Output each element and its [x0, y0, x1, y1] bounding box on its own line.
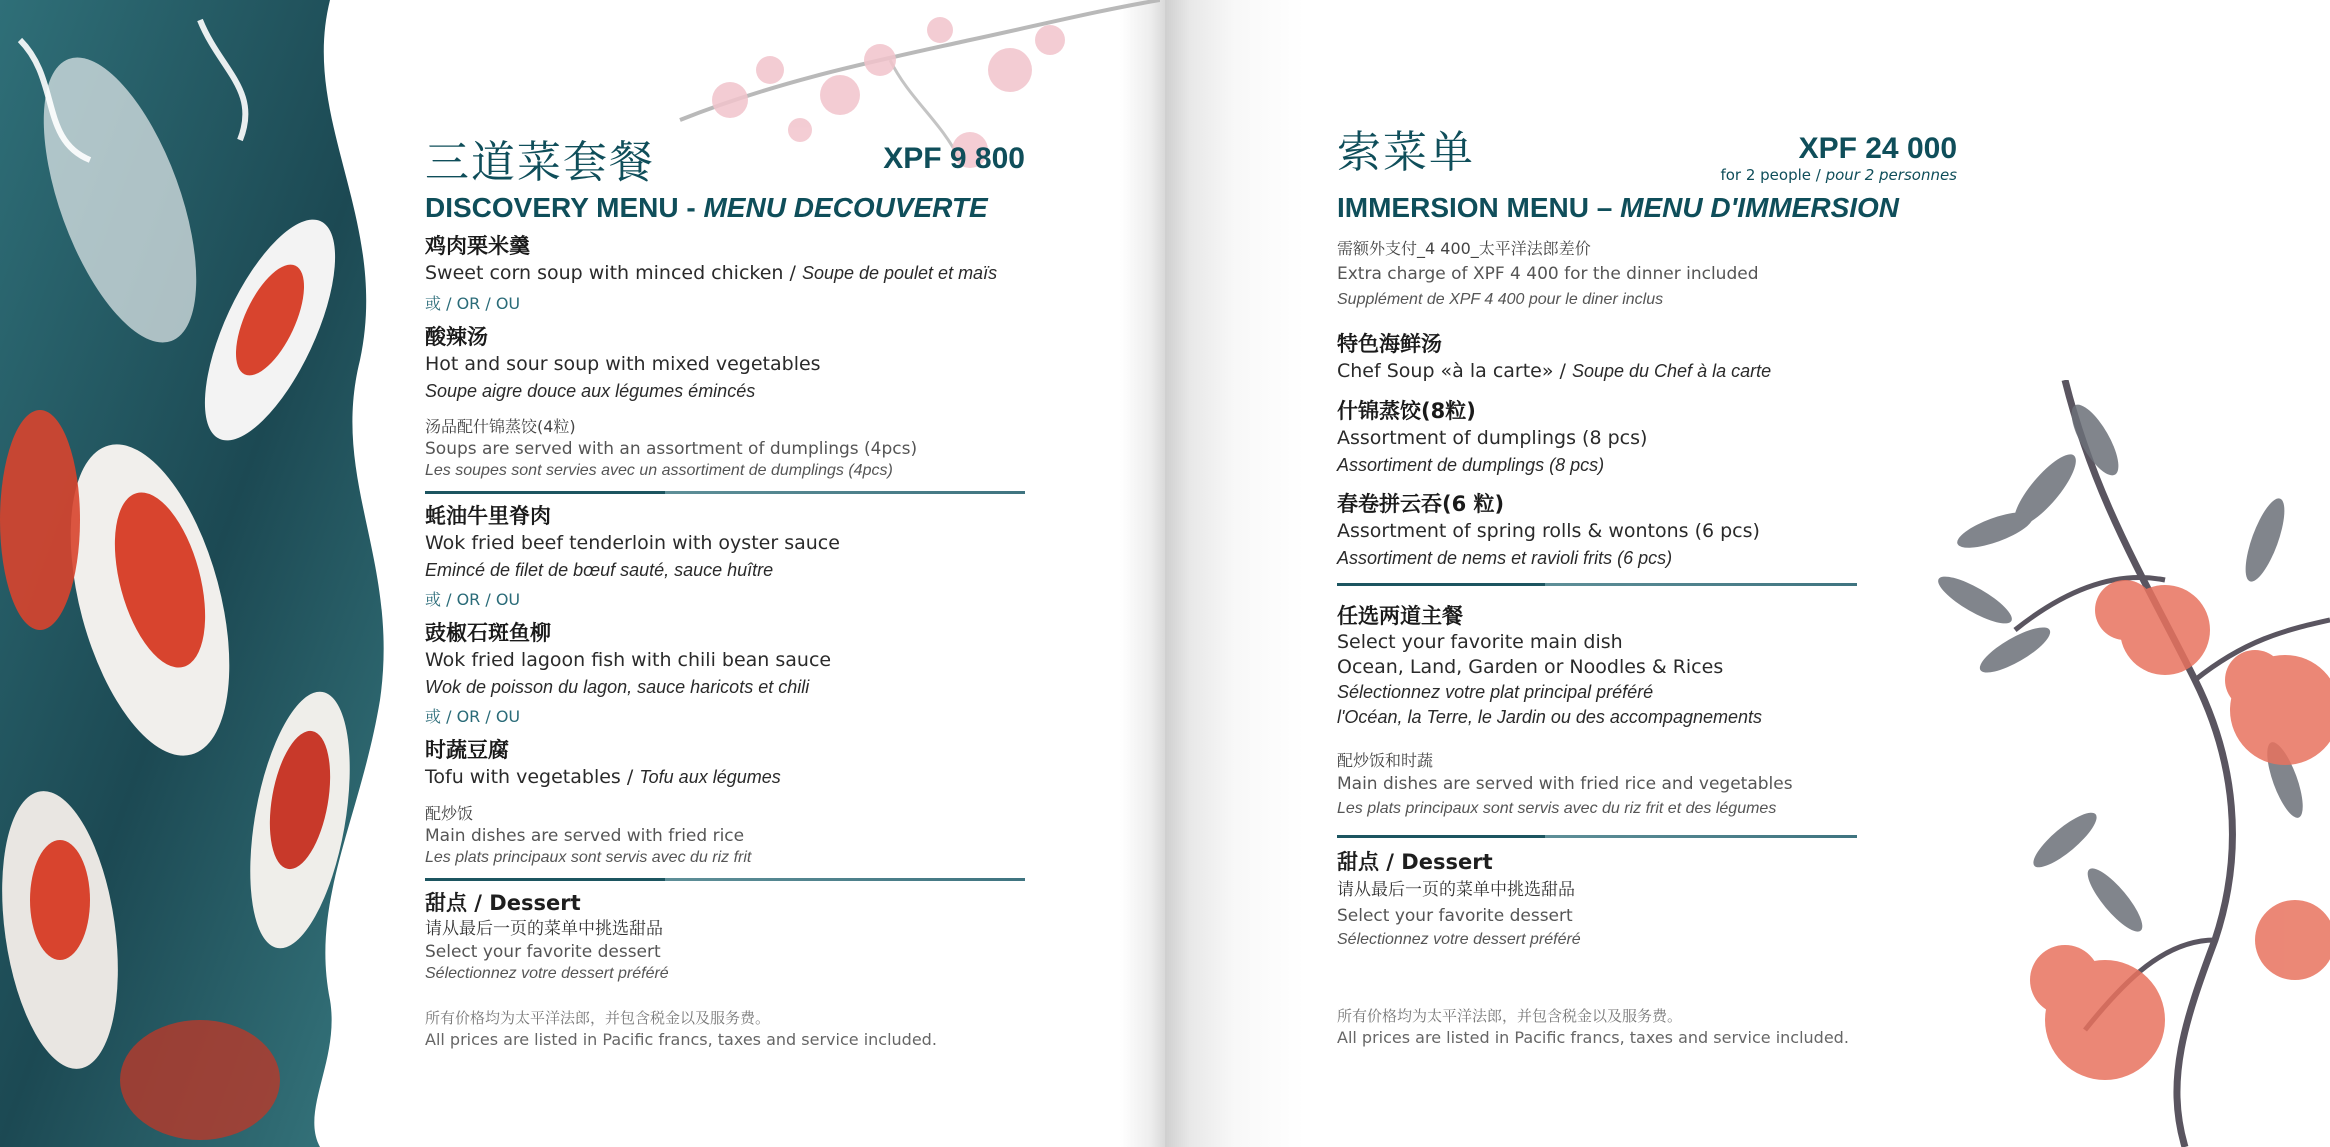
dish-desc-fr: Soupe aigre douce aux légumes émincés — [425, 381, 756, 401]
dish-desc-en: Wok fried beef tenderloin with oyster sauce — [425, 532, 840, 554]
menu-title — [1337, 190, 1957, 226]
dessert-cn: 请从最后一页的菜单中挑选甜品 — [1337, 880, 1575, 900]
soup-note-cn: 汤品配什锦蒸饺(4粒) — [425, 417, 576, 436]
dish-name-cn: 豉椒石斑鱼柳 — [425, 621, 551, 645]
dessert-fr: Sélectionnez votre dessert préféré — [425, 965, 669, 982]
supplement-en: Extra charge of XPF 4 400 for the dinner included — [1337, 264, 1759, 284]
dish-name-cn: 酸辣汤 — [425, 325, 488, 349]
main-note-fr: Les plats principaux sont servis avec du riz frit et des légumes — [1337, 800, 1777, 817]
menu-price: XPF 24 000 — [1798, 132, 1957, 165]
footer-cn: 所有价格均为太平洋法郎，并包含税金以及服务费。 — [1337, 1007, 1683, 1025]
menu-title-en: DISCOVERY MENU - — [425, 192, 704, 223]
dish-desc-en: Wok fried lagoon fish with chili bean sauce — [425, 649, 832, 671]
dish-desc: Sweet corn soup with minced chicken / Soupe de poulet et maïs — [425, 262, 998, 284]
dish-name-cn: 什锦蒸饺(8粒) — [1337, 399, 1476, 423]
supplement-fr: Supplément de XPF 4 400 pour le diner inclus — [1337, 291, 1664, 308]
or-separator: 或 / OR / OU — [425, 590, 521, 609]
main-note-en: Main dishes are served with fried rice — [425, 826, 745, 846]
price-note: for 2 people / pour 2 personnes — [1720, 166, 1957, 184]
divider — [425, 878, 1025, 881]
main-en-2: Ocean, Land, Garden or Noodles & Rices — [1337, 656, 1724, 678]
menu-title-en: IMMERSION MENU – — [1337, 192, 1621, 223]
dessert-title: 甜点 / Dessert — [425, 891, 581, 915]
dessert-en: Select your favorite dessert — [1337, 906, 1573, 926]
dish-name-cn: 鸡肉栗米羹 — [425, 234, 530, 258]
koi-painting — [0, 0, 420, 1147]
dessert-cn: 请从最后一页的菜单中挑选甜品 — [425, 919, 663, 939]
footer-en: All prices are listed in Pacific francs, taxes and service included. — [1337, 1028, 1849, 1047]
dessert-en: Select your favorite dessert — [425, 942, 661, 962]
dish-desc-en: Assortment of spring rolls & wontons (6 pcs) — [1337, 520, 1760, 542]
dish-desc-fr: Assortiment de nems et ravioli frits (6 pcs) — [1337, 548, 1673, 568]
dish-desc: Chef Soup «à la carte» / Soupe du Chef à la carte — [1337, 360, 1772, 382]
or-separator: 或 / OR / OU — [425, 707, 521, 726]
divider — [1337, 835, 1857, 838]
main-note-en: Main dishes are served with fried rice and vegetables — [1337, 774, 1793, 794]
footer-en: All prices are listed in Pacific francs, taxes and service included. — [425, 1030, 937, 1049]
or-separator: 或 / OR / OU — [425, 294, 521, 313]
dessert-title: 甜点 / Dessert — [1337, 850, 1493, 874]
menu-title-fr: MENU DECOUVERTE — [703, 192, 988, 223]
footer-cn: 所有价格均为太平洋法郎，并包含税金以及服务费。 — [425, 1009, 771, 1027]
main-title-cn: 任选两道主餐 — [1337, 604, 1463, 628]
dish-name-cn: 春卷拼云吞(6 粒) — [1337, 492, 1505, 516]
main-note-cn: 配炒饭 — [425, 804, 474, 823]
dish-desc-en: Hot and sour soup with mixed vegetables — [425, 353, 821, 375]
divider — [425, 491, 1025, 494]
divider — [1337, 583, 1857, 586]
dish-desc: Tofu with vegetables / Tofu aux légumes — [425, 766, 781, 788]
menu-title-fr: MENU D'IMMERSION — [1620, 192, 1900, 223]
supplement-cn: 需额外支付_4 400_太平洋法郎差价 — [1337, 239, 1591, 258]
main-note-fr: Les plats principaux sont servis avec du riz frit — [425, 849, 752, 866]
dessert-fr: Sélectionnez votre dessert préféré — [1337, 931, 1581, 948]
dish-name-cn: 时蔬豆腐 — [425, 738, 509, 762]
main-en-1: Select your favorite main dish — [1337, 631, 1623, 653]
dish-desc-fr: Assortiment de dumplings (8 pcs) — [1337, 455, 1605, 475]
menu-title-cn: 索菜单 — [1337, 127, 1475, 178]
menu-title — [425, 190, 1025, 226]
dish-name-cn: 特色海鲜汤 — [1337, 332, 1442, 356]
main-fr-2: l'Océan, la Terre, le Jardin ou des accompagnements — [1337, 707, 1763, 727]
menu-title-cn: 三道菜套餐 — [425, 137, 655, 188]
dish-name-cn: 蚝油牛里脊肉 — [425, 504, 551, 528]
main-note-cn: 配炒饭和时蔬 — [1337, 751, 1434, 770]
dish-desc-en: Assortment of dumplings (8 pcs) — [1337, 427, 1648, 449]
main-fr-1: Sélectionnez votre plat principal préféré — [1337, 682, 1654, 702]
soup-note-en: Soups are served with an assortment of dumplings (4pcs) — [425, 439, 918, 459]
soup-note-fr: Les soupes sont servies avec un assortiment de dumplings (4pcs) — [425, 462, 893, 479]
menu-price: XPF 9 800 — [883, 142, 1025, 175]
discovery-menu — [425, 136, 1025, 1050]
immersion-menu — [1337, 126, 1957, 1048]
dish-desc-fr: Emincé de filet de bœuf sauté, sauce huître — [425, 560, 774, 580]
dish-desc-fr: Wok de poisson du lagon, sauce haricots et chili — [425, 677, 810, 697]
